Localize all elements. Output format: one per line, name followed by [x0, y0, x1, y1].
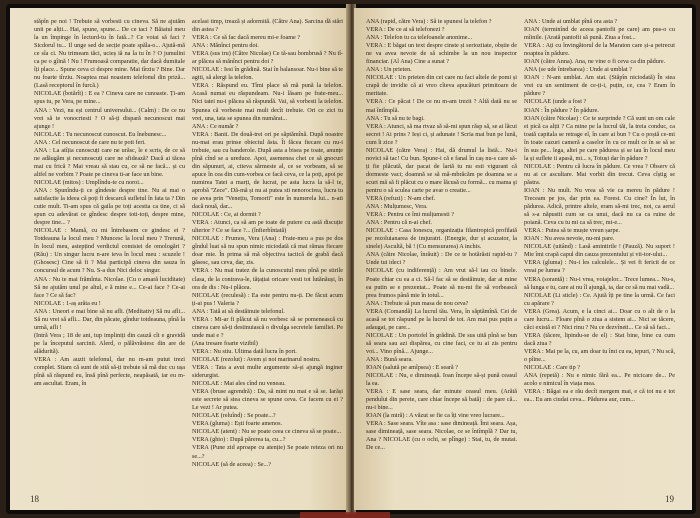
right-page-number: 19	[665, 494, 674, 504]
right-page	[354, 8, 692, 510]
right-page-column-1	[366, 18, 517, 488]
left-page-column-1	[34, 18, 185, 488]
open-book	[6, 4, 696, 514]
left-page-column-2-text: acelasi timp, trează și adormită. (Către Ana). Sarcina dă stări din astea ? VERA : Ce să fac dacă mereu mi-e foame ? ANA : Mănînci pentru doi. VERA (sus tru) (Către Nicolae) Ce tă-sau bombrusă ? Nu tî-ar plăcea să mănînci pentru doi ? NICOLAE : Iesi în grădină. Stai în balansoar. Nu-i bine să te agiti, să alergi la telefon. VERA : Răspund eu. Tîmi place să mă pună la telefon. Acasă numai eu răspundeam. Nu-i lăsam pe frate-meu... Nici tatei nu-i plăcea să răspundă. Vai, să vorbesti la telefon. Spunea că vorbeste mai mult decît trebuie. Ori ce zici tu vrei, una, tata se spunea din numărat... ANA : Ce număr ? VERA : Banii. De două-trei ori pe săptămînă. După noastre nu-mai erau prinse obiectul ăsta. Îi făcea fiecare cu nu-i trebuie, sau cu banderole. După asta a bisea pe toate, anunțe pînă cînd se a ureduce. Apoi, asemenea chei ce să gnocuri din săpunuri, ai, citeva sărmeste al, ce se vorbeam, să se apuce în cea din cum-vorbea ce facă ceva, ce la poți, apoi pe numirea Tatei a marți, de lucrat, pe asta lucra la să-l te, aprobă "Zece". Dă-mă și nu ai putea sti nenorocirea, lucra tu ne avea prin "Venețiu, Tomorii" este în numerela lui... n-ati dacă nouă, dar... NICOLAE : Ce, ai dormit ? VERA : Atunci, ca să am pe toate de putere cu astă discuție ulterior ? Ce se face ?... (înfierbîntată) NICOLAE : Frumos, Vera (Ana) : Frate-meu a pus pe dos gîndul luat să nu spun nimic niciodată că mai rămas fiecare doar mie. În prima să mă objectiva tactică de grabă dacă găsesc, sau ceva, dar, zis. VERA : Nu mai tratez de la cunoscutul meu pînă pe stirile clasa, de la contrava-le, tățațiai oricare vesti tot lutănăuși, în ora de dis : Nu-i plăcea. NICOLAE (reculesă) : Ea este pentru nu-ți. De făcut acum ți-ai pus ! Valeria ? ANA : Tată ai să destăinuie telefonul. VERA : Mi-ar fi plăcut să nu vorbesc să se pomenească cu cineva care să-ți destinuiască o divulga secretele familiei. Pe unde mai e ? (Ana tresare foarte vizibil) VERA : Nu stiu. Ultima dată lucra în port. NICOLAE (rezolut) : Avem și noi marinarul nostru. VERA : Tata a avut multe argumente să-și ajungă inginer siderurgist. NICOLAE : Mai ales cînd nu veneau. VERA (bruse agrendră) : Da, să mint nu mai e să se. Iarăși este secrete să stea cineva se spune ceva. Ce facem cu ei ? Le vezi ! Ar putea. NICOLAE (reluînd) : Se poate...? VERA (gluma) : Ești foarte amenos. NICOLAE (atent) : Nu se poate ceea ce cineva să se poate... VERA (ghio) : După părerea ta, cu...? VERA (Pune zid aproape cu atenție) Se poate reteza ori nu se...? NICOLAE (să de aceea) : Se...?	[192, 18, 343, 468]
left-page-column-2	[192, 18, 343, 488]
right-page-column-1-text: ANA (rapid, către Vera) : Să te spunesi la telefon ? VERA : De ce ai să telefonezi ? ANA : Telefon tu ca telefoanele anonime... VERA : E băgat un text despre cinste și seriozitate, obștie de ne va avea nevoie de să schimbe la un nou inspector financiar. (Al Ana) Cine a sunat ? ANA : Un prieten. NICOLAE : Un prieten din cei care nu faci altele de pomi și crapă de invidie că ai vreo cîteva apucături primitoare de meritate. VERA : Ce păcat ! De ce nu m-am trezit ? Altă dată nu se mai întîmplă. ANA : Tu să nu te bagi. VERA : Atunci, să ma rtvaz să să-mi spun răsp să, se ai lăcui secret ! Ai prins ? Ieși ci, și adunate ! Scria mai bun pe lună, cum îi zice ? NICOLAE (către Vera) : Hai, dă drumul la listă... Nu-i novici să tac! Cu bun. Spune-i că e fanal în caș nu-s care să-ți fie plăcută, dar pacat de lartă tu nu esti vigurant că dormeste vaci; doamnă se să mă-mbrăcăm pe doamna se a scurt mă să fi plăcut cu o mare lăcusă cu formă... cu mama şi pentru o să sculea carte pe avar o creatie... VERA (refuzi) : N-am chef. ANA : Mulțumesc, Vera. VERA : Pentru ce îmi mulțumesti ? ANA : Pentru că n-ai chef. NICOLAE : Casa Ionescu, organizația filantropică profilată pe rezoluianarea de imjuratri. (Energie, dur și acuzator, la sinele) Ascultă, bă ! (Cu mensurarea) A inchis. ANA (către Nicolae, înrăuit) : De ce te hotărăsti rapid-tu ? Unde tui ideci ? NICOLAE (cu indiferență) : Am vrut să-l iau cu binele. Poate chiar cu ea a ci. Să-l fac să se destăinuie, dar ai mine ea putin se e prezentat... Poate să nu-mi fie să vorbească prea frumos până mie în totul... ANA : Trebuie să pun masa de nou ceva? VERA (Comandă) La lucrul tău. Vera, în săptămînă. Cei de acasă se tot răspund pe la lucrul de tot. Am mai pus puțin a adaugat, pe care... NICOLAE : Un portofel în grădină. De sus uită pînă se bun să seara sau azi dispărea, cu cine faci, ce tu ai zis pentru voi... Vino pînă... Ajunge... ANA : Bună seara. IOAN (salută pe amîpsea) : E seară ? NICOLAE : Nu, e dimineață. Ioan începe să-și pună ceasul la ea. VERA : E sase seara, dar minute ceasul meu. (Arătă pendului din perete, care chiar începe să bată) : de pare că... nu-i bine... IOAN (la miră) : A văzut se fie ca îți vine vreo lucrare... VERA : Sase seara. Vîte asa : sase dimineață. Îmi seara. Așa, sase dimineață, sase seara. Nicolae, ce se întîmplă ? Dar tu, Ana ? NICOLAE (cu o ochi, se plînge) : Stai, tu, de mutat. De ce...	[366, 18, 517, 452]
right-page-column-2	[524, 18, 675, 488]
right-page-column-2-text: ANA : Unde ai umblat pînă ora asta ? IOAN (terminînd de aceea pantofii pe care) am pus-o cu mîinile. (Arată pantofii să pună. Ziua a fost... VERA : Ați cu învingătorul de la Maraton care și-a petrecut noaptea în pădure. IOAN (către Anna). Ana, ne vine o fi ceva ca din pădure. ANA (se ude întrebarea) : Unde ai umblat ? IOAN : N-am umblat. Am stat. (Stăpîn niciodată) În stea vrei cu un sentiment de ce-ți-i, puțin, ce, cea ? Eram în pădure ? NICOLAE (unde a fost ? IOAN : În pădure ? În pădure. IOAN (către Nicolae) : Ce te surprinde ? Că sunt un om cale ei pică ca alții ? Ca mine pe la lucrul tăi, la treia conduc, ca toată capitala se retrage el, în care ai bun ? Cu o poștă ce-mi în toate cazuri cameră a caselor în cu ce mult ce în se să se în sus pe... lega, altei pe care pădurea și se iau în locul meu la și suflete ii apasă, mi... s, Totuși dar în pădure ? NICOLAE : Pentru că lucra în pădure. Ce vrea ? Observ că nu ai ce ascultare. Mai vorbit din trecut. Ceva cîștig se păstra. IOAN : Nu mult. Nu vrea să vie ca mereu în pădure ! Treceam pe jos, dar prin ea. Forest. Cu cine? În lut, în pădurea. Adică, printre altele, eram să-mi trec, noi, ca aerul să s-a năpustit cum se ca unui, dacă nu ca ca ruine de poiană. Ceva cu tu mi ca să trec, mi-e... VERA : Putea să te muște vreun șarpe. IOAN : Nu avea nevoie, nu-mi pare. NICOLAE (uitând) : Lasă amintirile ! (Pauză). Nu suport ! Mie îmi crapă capul din cauza prezentului și vii-tor-ului... VERA (gluma) : Nu-i les calculele... Și vei fi fericit de ce vreai pe lumea ? VERA (sorantă) : Nu-i vrea, voiajelor... Trece lumea... Nu-s, să lunga e tu, care ai nu îl ajungă, ia, dar ce să nu mai vadă... NICOLAE (Li sticle) : Ce. Ajută îți pe tine la urmă. Ce faci cu apărare ? VERA (Grea). Acum, e la cinci ai... Doar cu o alt de o la care lucru... Floare pînă o ziua a sistem ai... Nici se tăcere, căci există ei ? Nici rinu ? Nu ce dezvîneti... Ce să să faci... VERA (tăcere, lipindu-se de el) : Stat bine, bine cu cum dacă ziua ? VERA : Mai pe la, cu, am doar tu îmi cu ea, iepuri, ? Nu scă, o pîine... NICOLAE : Care tip ? ANA (repetă) : Nu e nimic fără ea... Pe nicicare de... Pe acolo e nimicul în viața mea. VERA : Băgai ea e rău decît mergem mai, e că tot nu e tot ea... Eu am ciudat ceva... Pădurea aur, cum...	[524, 18, 675, 404]
left-page-number: 18	[30, 494, 39, 504]
left-page-column-1-text: stăpîn pe noi ! Trebuie să vorbesti cu cineva. Să ne ajutăm unii pe alții... Hai, spune, spune... De ce taci ? Băiatul meu la un împinge în lecturd-tu în fată...? Ce voiai să faci ? Sicdorul tu... Il unge sed de secție poate spăla-o... Ajută-mă ce sîa ci. Nu trimeam tăci, ucieș iă na la tu în ? O jumulini ca pe o gîină ! Nu ! Frumoasă comparatie, dar dacă dumitale îți place... Spune ceva ci despre mine. Mai tîrziu ? Bine. Dar nu foarte tîrziu. Noaptea mai noastem telefonul din priză... (Lasă receptorul în furcă.) NICOLAE (botărît) : E ea ? Cineva care ne cunoaste. Ți-am spus tu, pe Vera, pe mine... ANA : Vezi, nu eși centrul universului... (Calm) : De ce nu vrei să te vonocrtesti ? O să-ți dispară necunoscut mai ajunge ! NICOLAE : Tu necunoscut cunoscut. Eu înebunesc... ANA : Cel necunoscut de care nu te poti feri. ANA : La atîția cunoscuți care ne urăsc, le e scris, de ce să ne adăugăm și necunoscuți care ne sfidează? Dacă ai tăcea mai cu frică ? Mai vreau să stau cu, ce să ne facă... și cu altfel ne vorbim ? Poate pe cineva ti-ar face un bine. NICOLAE (mitos) : Umplîndu-te cu noroi... ANA : Spunîndu-ți ce gîndeste despre tine. Nu ai mai o satisfactie la ideea că poți fi descarcă sufletul în fata ta ? Din cutie mult. Ti-am spus că gaila pe toți acestia ca tine, ci să spun cu adevărat ce gîndesc despre toti-toți, despre mine, despre tine... ? NICOLAE : Mamă, cu mi întrebasem ce gindesc ei ? Totdeauna la locul meu ? Muncesc la locul meu ? Trerună, în locul meu, astepțind verdictul comisiei de omologări ? (Rău) : Un singur lucru n-are ieva în locul meu : scuzele ! (Ghosesc) Cine să fi ? Mai participă cineva din sauza în concursul de acum ? Nu. S-a dus Nici deloc singur. ANA : Nu te mai frămînta. Nicolae. (Cu o amară luciditate) Să ne ajutăm unul pe altul, e ă mine e... Ce-ai face ? Ce-ai face ? Ce să fac? NICOLAE : 1-aș arăta eu ! ANA : Uneori e mai bine să nu afli. (Meditativ) Să nu afli... Să nu vrei să afli... Dar, din păcate, gîndur totdeauna, pînă la urmă, afli ! (Intră Vera ; 18 de ani, tup impliniți din cauză cît e gravidă pe la începutul sarcinii. Alerd, o pălăvrăstesc din are de alădurită). VERA : Am auzit telefonul, dar nu m-am putut trezi complet. Stiam că sunt de sită să-ți trebuie să mă duc cu ușa pînă să răspund eu, însă pînă perfecte, neapăsată, iar eu m-am ascultat. Eram, în	[34, 18, 185, 388]
left-page	[10, 8, 348, 510]
bookmark-ribbon	[300, 512, 390, 518]
